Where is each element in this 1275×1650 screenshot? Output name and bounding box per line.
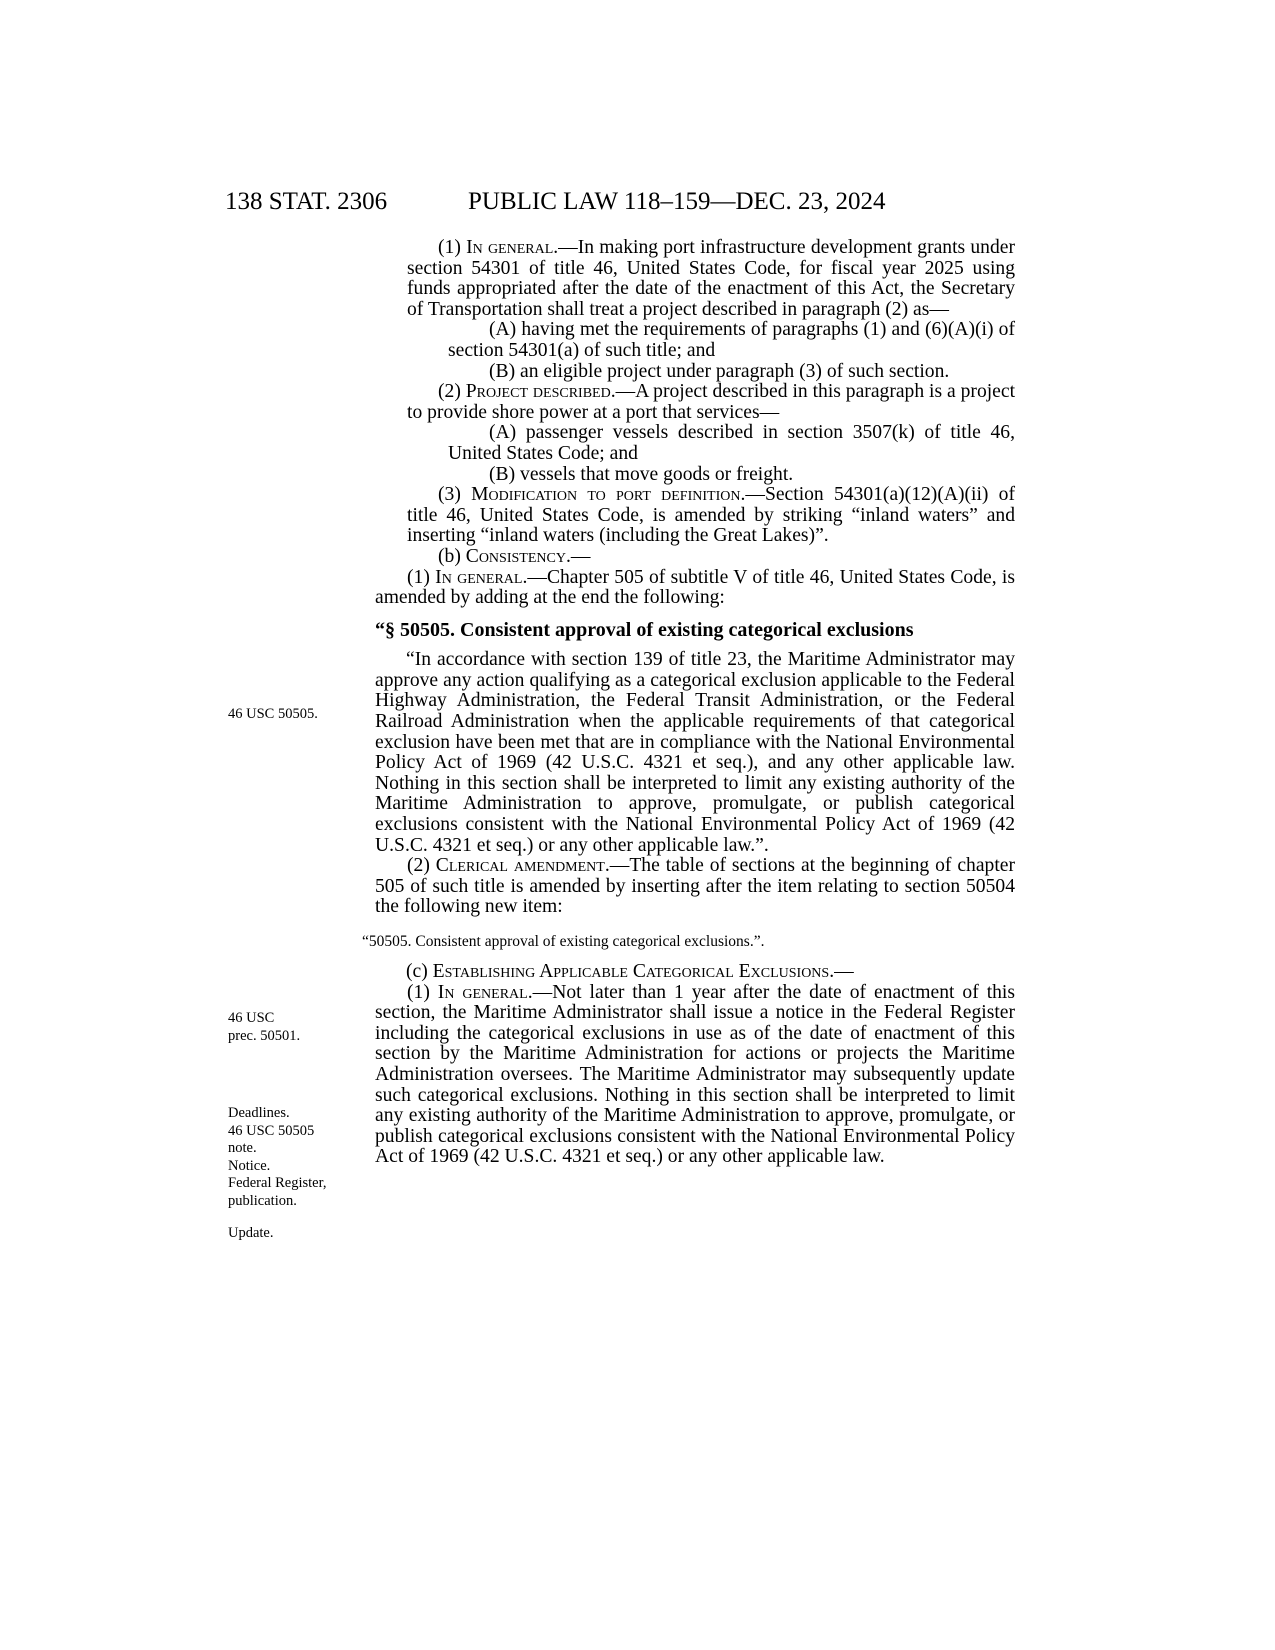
margin-note-line: Notice. [228,1157,271,1174]
subsection-number: (b) [438,545,466,567]
table-of-sections-item: “50505. Consistent approval of existing categorical exclusions.”. [362,933,765,950]
paragraph-number: (2) [407,855,436,877]
subsection-heading: Consistency [465,545,566,567]
paragraph-number: (1) [438,237,467,258]
stat-page-number: 138 STAT. 2306 [225,188,388,215]
paragraph-heading: Project described [465,381,611,403]
paragraph-number: (1) [407,981,438,1003]
margin-note-update: Update. [228,1225,274,1241]
margin-note-deadlines [228,1105,363,1210]
paragraph-b2 [375,856,1015,918]
margin-note-usc-50505: 46 USC 50505. [228,706,318,722]
paragraph-text: .—A project described in this paragraph is a project to provide shore power at a port that services— [407,381,1016,423]
paragraph-text: .—The table of sections at the beginning of chapter 505 of such title is amended by inserting after the item relating to section 50504 the following new item: [375,855,1015,918]
paragraph-heading: Clerical amendment [435,855,605,877]
section-number: “§ 50505. [375,618,455,641]
subsection-c [375,962,1015,983]
paragraph-number: (1) [407,566,436,588]
law-title: PUBLIC LAW 118–159—DEC. 23, 2024 [468,188,886,215]
margin-note-line: publication. [228,1192,297,1209]
paragraph-text: .—Chapter 505 of subtitle V of title 46, United States Code, is amended by adding at the end the following: [375,566,1016,609]
subsection-heading: Establishing Applicable Categorical Exclusions [432,961,830,982]
running-head [225,186,925,218]
margin-note-line: Federal Register, [228,1175,327,1191]
paragraph-text: .—In making port infrastructure development grants under section 54301 of title 46, United States Code, for fiscal year 2025 using funds appropriated after the date of the enactment of this Act, the Secretary of Transportation shall treat a project described in paragraph (2) as— [407,237,1015,320]
paragraph-a2 [375,382,1015,423]
subsection-number: (c) [406,961,433,982]
margin-note-line: 46 USC 50505 [228,1122,315,1139]
margin-note-line: Deadlines. [228,1105,290,1121]
margin-note-line: note. [228,1140,257,1156]
paragraph-heading: In general [437,981,528,1003]
subsection-text: .— [565,545,591,567]
margin-note-usc-prec [228,1010,363,1045]
paragraph-text: .—Not later than 1 year after the date of enactment of this section, the Maritime Administrator shall issue a notice in the Federal Register including the categorical exclusions in use as of the date of enactment of this section by the Maritime Administration for actions or projects the Maritime Administration oversees. The Maritime Administrator may subsequently update such categorical exclusions. Nothing in this section shall be interpreted to limit any existing authority of the Maritime Administration to approve, promulgate, or publish categorical exclusions consistent with the National Environmental Policy Act of 1969 (42 U.S.C. 4321 et seq.) or any other applicable law. [375,981,1015,1168]
subsection-b [375,547,1015,568]
paragraph-heading: In general [466,237,554,258]
subparagraph-a2A: (A) passenger vessels described in section 3507(k) of title 46, United States Code; and [448,422,1015,464]
subparagraph-a1A: (A) having met the requirements of paragraphs (1) and (6)(A)(i) of section 54301(a) of such title; and [448,319,1015,361]
subparagraph-a2B: (B) vessels that move goods or freight. [489,463,794,485]
paragraph-a1 [375,238,1015,320]
paragraph-a3 [375,485,1015,547]
margin-note-line: 46 USC [228,1010,275,1026]
subsection-text: .— [829,961,854,982]
section-title: Consistent approval of existing categorical exclusions [460,618,914,641]
paragraph-text: .—Section 54301(a)(12)(A)(ii) of title 46, United States Code, is amended by striking “inland waters” and inserting “inland waters (including the Great Lakes)”. [407,484,1015,547]
section-heading [375,620,1015,641]
paragraph-c1 [375,983,1015,1168]
paragraph-heading: In general [435,566,523,588]
paragraph-number: (3) [438,484,472,506]
margin-note-line: prec. 50501. [228,1027,301,1044]
paragraph-number: (2) [438,381,466,403]
paragraph-heading: Modification to port definition [471,484,741,506]
quoted-section-text: “In accordance with section 139 of title 23, the Maritime Administrator may approve any action qualifying as a categorical exclusion applicable to the Federal Highway Administration, the Federal Transit Administration, or the Federal Railroad Administration when the applicable requirements of that categorical exclusion have been met that are in compliance with the National Environmental Policy Act of 1969 (42 U.S.C. 4321 et seq.), and any other applicable law. Nothing in this section shall be interpreted to limit any existing authority of the Maritime Administration to approve, promulgate, or publish categorical exclusions consistent with the National Environmental Policy Act of 1969 (42 U.S.C. 4321 et seq.) or any other applicable law.”. [375,649,1015,856]
paragraph-b1 [375,568,1015,609]
subparagraph-a1B: (B) an eligible project under paragraph (3) of such section. [489,360,950,382]
body-text-column [362,237,1016,1168]
